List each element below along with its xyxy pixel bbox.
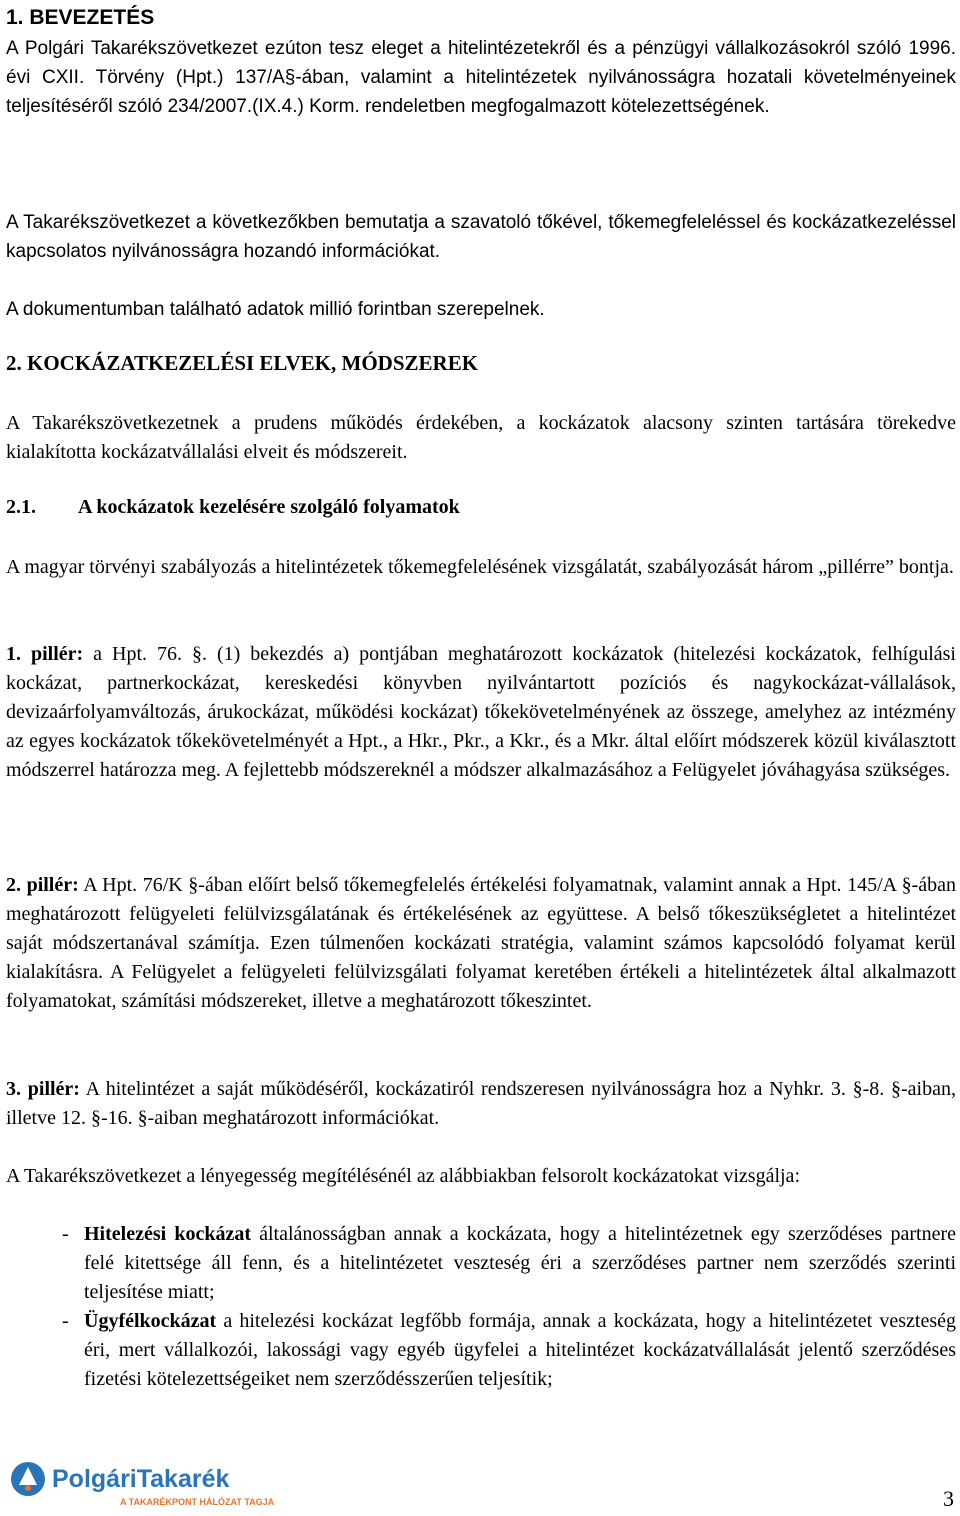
risk-description: a hitelezési kockázat legfőbb formája, annak a kockázata, hogy a hitelintézetet veszteség éri, mert vállalkozói, lakossági vagy egyéb ügyfelei a hitelintézet kockázatvállalását jelentő szerződéses fizetési kötelezettségeiket nem szerződésszerűen teljesítik; (84, 1310, 956, 1390)
subsection-title: A kockázatok kezelésére szolgáló folyamatok (78, 496, 460, 518)
risk-principles-paragraph: A Takarékszövetkezetnek a prudens működés érdekében, a kockázatok alacsony szinten tartására törekedve kialakította kockázatvállalási elveit és módszereit. (6, 412, 956, 463)
risk-term: Hitelezési kockázat (84, 1223, 251, 1245)
polgari-takarek-logo (8, 1455, 288, 1511)
logo-graphic (8, 1455, 288, 1511)
risk-description: általánosságban annak a kockázata, hogy a hitelintézetnek egy szerződéses partnere felé kitettsége áll fenn, és a hitelintézetet veszteség éri a szerződéses partner nem szerződés szerinti teljesítése miatt; (84, 1223, 956, 1303)
page-number: 3 (943, 1486, 954, 1511)
risk-list (62, 1220, 956, 1394)
section-2-heading: 2. KOCKÁZATKEZELÉSI ELVEK, MÓDSZEREK (6, 351, 479, 375)
intro-paragraph: A Polgári Takarékszövetkezet ezúton tesz eleget a hitelintézetekről és a pénzügyi vállalkozásokról szóló 1996. évi CXII. Törvény (Hpt.) 137/A§-ában, valamint a hitelintézetek nyilvánosságra hozatali követelményeinek teljesítéséről szóló 234/2007.(IX.4.) Korm. rendeletben megfogalmazott kötelezettségének. (6, 38, 956, 117)
list-item (62, 1220, 956, 1307)
list-dash: - (62, 1310, 69, 1332)
pillar-1-text: a Hpt. 76. §. (1) bekezdés a) pontjában meghatározott kockázatok (hitelezési kockázatok, felhígulási kockázat, partnerkockázat, kereskedési könyvben nyilvántartott pozíciós és nagykockázat-vállalások, devizaárfolyamváltozás, árukockázat, működési kockázat) tőkekövetelményének az összege, amelyhez az intézmény az egyes kockázatok tőkekövetelményét a Hpt., a Hkr., Pkr., a Kkr., és a Mkr. által előírt módszerek közül kiválasztott módszerrel határozza meg. A fejlettebb módszereknél a módszer alkalmazásához a Felügyelet jóváhagyása szükséges. (6, 643, 956, 781)
pillar-2-paragraph (6, 871, 956, 1016)
disclosure-paragraph: A Takarékszövetkezet a következőkben bemutatja a szavatoló tőkével, tőkemegfeleléssel és kockázatkezeléssel kapcsolatos nyilvánosságra hozandó információkat. (6, 212, 956, 262)
logo-tagline: A TAKARÉKPONT HÁLÓZAT TAGJA (120, 1497, 275, 1507)
pillars-intro-paragraph: A magyar törvényi szabályozás a hitelintézetek tőkemegfelelésének vizsgálatát, szabályozását három „pillérre” bontja. (6, 556, 954, 578)
list-dash: - (62, 1223, 69, 1245)
risk-list-intro: A Takarékszövetkezet a lényegesség megítélésénél az alábbiakban felsorolt kockázatokat vizsgálja: (6, 1165, 800, 1187)
logo-wordmark: PolgáriTakarék (52, 1465, 230, 1493)
section-1-heading: 1. BEVEZETÉS (6, 6, 155, 29)
risk-term: Ügyfélkockázat (84, 1310, 217, 1332)
pillar-3-text: A hitelintézet a saját működéséről, kockázatiról rendszeresen nyilvánosságra hoz a Nyhkr. 3. §-8. §-aiban, illetve 12. §-16. §-aiban meghatározott információkat. (6, 1078, 956, 1129)
subsection-number: 2.1. (6, 496, 36, 518)
pillar-1-paragraph (6, 640, 956, 785)
list-item (62, 1307, 956, 1394)
subsection-2-1-heading (6, 496, 460, 519)
units-paragraph: A dokumentumban található adatok millió forintban szerepelnek. (6, 299, 545, 320)
pillar-2-label: 2. pillér: (6, 874, 79, 896)
pillar-3-paragraph (6, 1075, 956, 1133)
pillar-2-text: A Hpt. 76/K §-ában előírt belső tőkemegfelelés értékelési folyamatnak, valamint annak a Hpt. 145/A §-ában meghatározott felügyeleti felülvizsgálatának és értékelésének az együttese. A belső tőkeszükségletet a hitelintézet saját módszertanával számítja. Ezen túlmenően kockázati stratégia, valamint számos kapcsolódó folyamat kerül kialakításra. A Felügyelet a felügyeleti felülvizsgálati folyamat keretében értékeli a hitelintézetek által alkalmazott folyamatokat, számítási módszereket, illetve a meghatározott tőkeszintet. (6, 874, 956, 1012)
pillar-1-label: 1. pillér: (6, 643, 84, 665)
pillar-3-label: 3. pillér: (6, 1078, 80, 1100)
logo-emblem-dot-icon (25, 1485, 31, 1491)
